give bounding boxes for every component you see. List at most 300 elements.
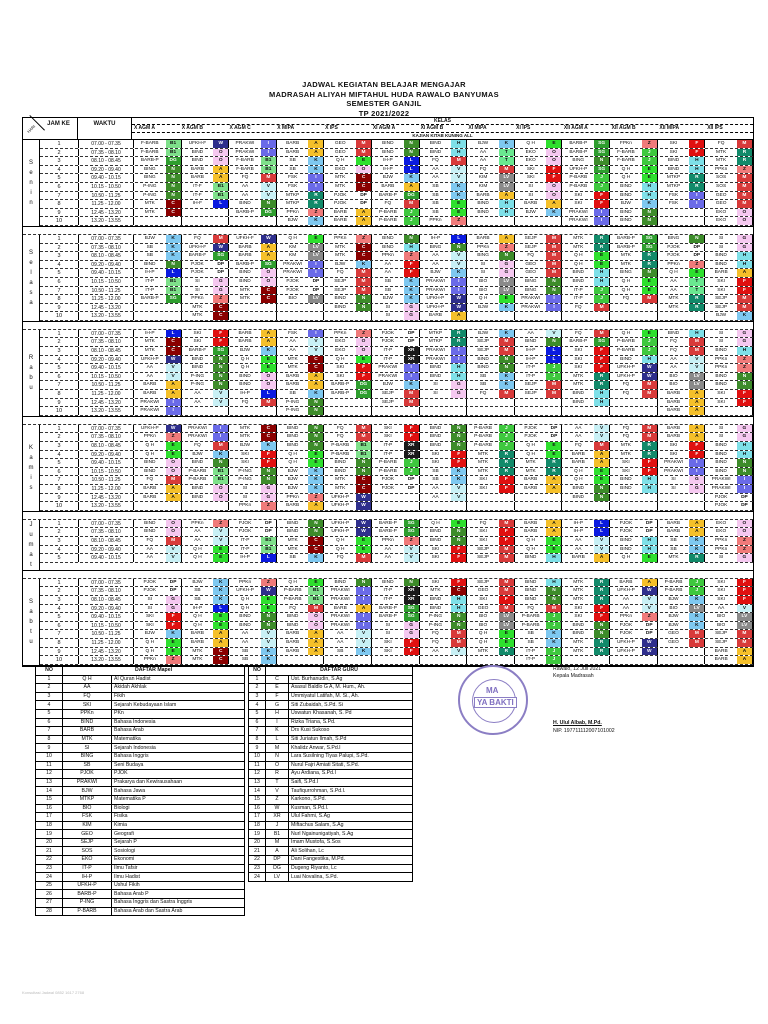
- class-cells: [134, 166, 753, 174]
- subject-code: FSK: [287, 175, 298, 181]
- subject-code: P-ING: [428, 622, 443, 628]
- class-cells: [134, 209, 753, 217]
- schedule-cell: [562, 468, 610, 476]
- teacher-code: K: [404, 295, 419, 303]
- subject-code: BING: [524, 287, 537, 293]
- subject-code: FSK: [287, 330, 298, 336]
- subject-code: Q H: [240, 596, 250, 602]
- subject-code: BIND: [620, 218, 632, 224]
- subject-name: PKn: [112, 709, 245, 718]
- teacher-code: C: [166, 347, 181, 355]
- waktu: 09.40 - 10.15: [79, 364, 134, 372]
- subject-code: SB: [63, 761, 112, 770]
- schedule-cell: [515, 149, 563, 157]
- subject-code: BJW: [478, 141, 489, 146]
- subject-code: AA: [432, 648, 439, 654]
- subject-code: Q H: [145, 443, 155, 448]
- schedule-cell: [705, 433, 753, 441]
- schedule-cell: [515, 520, 563, 528]
- subject-code: FQ: [622, 391, 630, 397]
- teacher-code: A: [689, 399, 704, 407]
- schedule-cell: [229, 528, 277, 536]
- schedule-cell: [610, 295, 658, 303]
- class-cells: [134, 554, 753, 562]
- jam-ke: 5: [40, 174, 79, 182]
- teacher-no: 3: [249, 692, 266, 701]
- teacher-code: N: [737, 468, 752, 476]
- teacher-code: [404, 494, 419, 502]
- teacher-code: E: [546, 442, 561, 450]
- teacher-code: M: [546, 390, 561, 398]
- teacher-code: Z: [499, 244, 514, 252]
- subject-code: SKI: [431, 579, 440, 585]
- class-cells: [134, 399, 753, 407]
- schedule-cell: [134, 261, 182, 269]
- subject-code: BARB-P: [63, 890, 112, 899]
- teacher-code: F: [737, 287, 752, 295]
- schedule-cell: [372, 596, 420, 604]
- subject-no: 7: [36, 727, 63, 736]
- schedule-cell: [658, 433, 706, 441]
- jam-ke: 5: [40, 269, 79, 277]
- subject-code: SKI: [574, 614, 583, 620]
- teacher-code: DG: [356, 381, 371, 389]
- subject-code: BJW: [63, 787, 112, 796]
- schedule-cell: [420, 373, 468, 381]
- teacher-code: V: [451, 494, 466, 502]
- subject-code: [562, 656, 594, 664]
- teacher-code: V: [166, 364, 181, 372]
- subject-code: SEJP: [715, 631, 728, 637]
- subject-code: SKI: [383, 425, 392, 431]
- teacher-row: [249, 761, 413, 770]
- subject-code: UFKH-F: [236, 235, 254, 241]
- subject-code: BJW: [668, 614, 679, 620]
- teacher-code: R: [737, 149, 752, 157]
- subject-code: P-BARB: [616, 339, 635, 345]
- teacher-code: R: [689, 174, 704, 182]
- teacher-code: DP: [737, 502, 752, 510]
- schedule-cell: [134, 252, 182, 260]
- schedule-cell: [610, 356, 658, 364]
- schedule-cell: [515, 157, 563, 165]
- teacher-code: F: [737, 587, 752, 595]
- teacher-code: M: [499, 579, 514, 587]
- subject-no: 1: [36, 675, 63, 684]
- subject-code: [372, 494, 404, 502]
- subject-code: SEJP: [477, 339, 490, 345]
- subject-name: Sejarah Indonesia: [112, 744, 245, 753]
- subject-no: 15: [36, 795, 63, 804]
- teacher-code: W: [266, 804, 289, 813]
- teacher-code: N: [308, 407, 323, 415]
- schedule-cell: [277, 312, 325, 320]
- schedule-cell: [658, 468, 706, 476]
- subject-code: BIO: [288, 296, 297, 302]
- teacher-code: F: [737, 390, 752, 398]
- schedule-cell: [182, 261, 230, 269]
- class-cells: [134, 520, 753, 528]
- teacher-code: [356, 312, 371, 320]
- schedule-cell: [658, 330, 706, 338]
- schedule-cell: [229, 451, 277, 459]
- schedule-cell: [182, 605, 230, 613]
- subject-code: UFKH-P: [616, 648, 635, 654]
- teacher-code: L: [404, 166, 419, 174]
- subject-code: MTKP: [666, 183, 681, 189]
- schedule-cell: [467, 381, 515, 389]
- schedule-cell: [229, 304, 277, 312]
- jam-ke: 2: [40, 244, 79, 252]
- jam-ke: 5: [40, 364, 79, 372]
- teacher-code: F: [546, 174, 561, 182]
- schedule-cell: [134, 312, 182, 320]
- teacher-code: H: [642, 546, 657, 554]
- schedule-cell: [134, 546, 182, 554]
- subject-code: BIO: [478, 278, 488, 284]
- subject-code: SI: [385, 313, 391, 319]
- teacher-code: [404, 656, 419, 664]
- schedule-cell: [277, 174, 325, 182]
- teacher-name: Dani Fangestika, M.Pd.: [289, 856, 413, 865]
- subject-row: [36, 684, 245, 693]
- schedule-cell: [420, 261, 468, 269]
- jam-ke: 2: [40, 587, 79, 595]
- subject-code: UFKH-P: [616, 639, 635, 645]
- schedule-cell: [182, 485, 230, 493]
- subject-code: SKI: [574, 605, 583, 611]
- stamp-yabakti-text: YA BAKTI: [474, 697, 517, 708]
- schedule-cell: [705, 502, 753, 510]
- schedule-cell: [324, 425, 372, 433]
- waktu: 08.10 - 08.45: [79, 537, 134, 545]
- subject-code: EKO: [335, 166, 346, 172]
- teacher-code: F: [594, 613, 609, 621]
- schedule-cell: [610, 656, 658, 664]
- subject-no: 11: [36, 761, 63, 770]
- schedule-cell: [372, 605, 420, 613]
- teacher-code: M: [404, 200, 419, 208]
- jam-ke: 1: [40, 425, 79, 433]
- subject-code: UFKH-P: [331, 520, 350, 526]
- schedule-cell: [372, 269, 420, 277]
- table-row: [40, 639, 753, 648]
- schedule-cell: [372, 433, 420, 441]
- day-block-senin: [23, 140, 753, 227]
- schedule-cell: [610, 149, 658, 157]
- subject-code: PRAKWI: [235, 141, 255, 146]
- waktu: 10.50 - 11.25: [79, 381, 134, 389]
- teacher-code: H: [737, 347, 752, 355]
- schedule-cell: [610, 338, 658, 346]
- teacher-code: J: [689, 587, 704, 595]
- teacher-code: DG: [404, 192, 419, 200]
- subject-code: Q H: [621, 330, 631, 336]
- subject-row: [36, 692, 245, 701]
- teacher-code: J: [594, 287, 609, 295]
- table-row: [40, 140, 753, 149]
- teacher-code: F: [213, 330, 228, 338]
- subject-row: [36, 675, 245, 684]
- subject-code: UFKH-P: [140, 425, 159, 431]
- schedule-cell: [658, 140, 706, 148]
- subject-code: PPKn: [191, 520, 204, 526]
- teacher-code: A: [737, 269, 752, 277]
- schedule-cell: [515, 399, 563, 407]
- teacher-code: H: [737, 252, 752, 260]
- schedule-cell: [420, 269, 468, 277]
- teacher-code: A: [356, 605, 371, 613]
- subject-code: F-BARB: [141, 149, 159, 155]
- teacher-code: F: [689, 140, 704, 148]
- schedule-cell: [229, 149, 277, 157]
- teacher-code: E: [261, 364, 276, 372]
- teacher-code: DP: [308, 287, 323, 295]
- subject-code: BARB: [666, 425, 681, 431]
- subject-code: IH-P: [240, 555, 250, 561]
- schedule-cell: [467, 485, 515, 493]
- schedule-cell: [467, 312, 515, 320]
- table-row: [40, 381, 753, 390]
- subject-code: BIND: [286, 434, 299, 440]
- schedule-cell: [467, 630, 515, 638]
- subject-row: [36, 907, 245, 916]
- schedule-cell: [277, 596, 325, 604]
- teacher-code: V: [594, 537, 609, 545]
- schedule-cell: [658, 157, 706, 165]
- schedule-cell: [277, 295, 325, 303]
- schedule-cell: [229, 399, 277, 407]
- schedule-cell: [467, 373, 515, 381]
- subject-code: SKI: [145, 614, 154, 620]
- schedule-cell: [610, 587, 658, 595]
- teacher-code: C: [261, 433, 276, 441]
- schedule-cell: [467, 347, 515, 355]
- schedule-cell: [420, 596, 468, 604]
- schedule-cell: [372, 656, 420, 664]
- class-cells: [134, 174, 753, 182]
- waktu: 07.35 - 08.10: [79, 587, 134, 595]
- schedule-cell: [420, 381, 468, 389]
- subject-code: [324, 656, 356, 664]
- table-row: [40, 157, 753, 166]
- jam-ke: 6: [40, 622, 79, 630]
- teacher-code: N: [546, 278, 561, 286]
- teacher-code: M: [356, 287, 371, 295]
- day-letter: a: [29, 608, 33, 615]
- subject-code: BJW: [478, 304, 489, 310]
- schedule-cell: [420, 537, 468, 545]
- schedule-cell: [658, 622, 706, 630]
- schedule-cell: [229, 330, 277, 338]
- subject-code: FQ: [432, 639, 439, 645]
- subject-code: SEJP: [715, 296, 728, 302]
- subject-code: PPKn: [714, 365, 728, 371]
- teacher-code: G: [499, 269, 514, 277]
- teacher-code: E: [642, 330, 657, 338]
- teacher-code: J: [404, 209, 419, 217]
- subject-code: AA: [241, 192, 249, 198]
- schedule-cell: [705, 528, 753, 536]
- subject-code: Q H: [574, 477, 583, 483]
- teacher-code: L: [404, 157, 419, 165]
- teacher-code: J: [546, 364, 561, 372]
- schedule-cell: [277, 502, 325, 510]
- day-rows: [40, 330, 753, 416]
- teacher-name: Nurl Ngainunigatiyah, S.Ag: [289, 830, 413, 839]
- jam-ke: 4: [40, 546, 79, 554]
- subject-name: Akidah Akhlak: [112, 684, 245, 693]
- schedule-cell: [277, 451, 325, 459]
- teacher-code: I: [213, 433, 228, 441]
- class-cells: [134, 217, 753, 225]
- schedule-cell: [229, 537, 277, 545]
- subject-code: P-ING: [238, 468, 252, 474]
- teacher-code: DP: [737, 494, 752, 502]
- schedule-cell: [277, 330, 325, 338]
- subject-code: BIND: [620, 477, 632, 483]
- subject-code: BIO: [716, 622, 726, 628]
- teacher-code: A: [499, 192, 514, 200]
- schedule-cell: [610, 546, 658, 554]
- schedule-cell: [324, 364, 372, 372]
- class-cells: [134, 485, 753, 493]
- schedule-cell: [515, 304, 563, 312]
- teacher-row: [249, 709, 413, 718]
- jam-ke: 3: [40, 252, 79, 260]
- schedule-cell: [229, 183, 277, 191]
- teacher-row: [249, 692, 413, 701]
- teacher-code: XR: [404, 442, 419, 450]
- teacher-code: M: [451, 639, 466, 647]
- schedule-cell: [420, 520, 468, 528]
- teacher-code: DG: [356, 390, 371, 398]
- schedule-cell: [277, 390, 325, 398]
- subject-code: PRAKWI: [378, 373, 398, 379]
- subject-code: AA: [432, 253, 439, 259]
- subject-code: [420, 407, 452, 415]
- class-cells: [134, 312, 753, 320]
- teacher-code: K: [404, 174, 419, 182]
- class-cells: [134, 356, 753, 364]
- teacher-code: I: [356, 587, 371, 595]
- subject-code: [658, 209, 690, 217]
- schedule-cell: [372, 459, 420, 467]
- teacher-code: V: [404, 546, 419, 554]
- jam-ke: 9: [40, 494, 79, 502]
- teacher-code: K: [404, 381, 419, 389]
- teacher-code: H: [594, 390, 609, 398]
- schedule-cell: [705, 140, 753, 148]
- schedule-cell: [229, 252, 277, 260]
- schedule-cell: [610, 278, 658, 286]
- subject-code: KIM: [478, 175, 488, 181]
- schedule-cell: [562, 338, 610, 346]
- schedule-cell: [229, 596, 277, 604]
- table-row: [40, 546, 753, 555]
- subject-code: FQ: [432, 158, 439, 164]
- schedule-cell: [277, 364, 325, 372]
- schedule-cell: [515, 442, 563, 450]
- schedule-cell: [324, 174, 372, 182]
- teacher-code: R: [594, 596, 609, 604]
- subject-code: KM: [289, 244, 297, 250]
- subject-code: IT-P: [526, 657, 536, 663]
- subject-code: [467, 502, 499, 510]
- schedule-cell: [705, 174, 753, 182]
- teacher-code: LV: [689, 373, 704, 381]
- subject-code: BING: [143, 166, 156, 172]
- subject-code: PPKn: [381, 253, 394, 259]
- schedule-cell: [134, 476, 182, 484]
- teacher-code: XR: [404, 451, 419, 459]
- teacher-code: Z: [737, 546, 752, 554]
- subject-code: BIO: [669, 382, 678, 388]
- day-rows: [40, 425, 753, 511]
- teacher-code: K: [213, 587, 228, 595]
- subject-no: 24: [36, 873, 63, 882]
- teacher-code: N: [166, 192, 181, 200]
- subject-code: MTK: [144, 339, 155, 345]
- teacher-code: E: [546, 140, 561, 148]
- jam-ke: 9: [40, 648, 79, 656]
- subject-code: AA: [63, 684, 112, 693]
- teacher-row: [249, 735, 413, 744]
- subject-code: [467, 217, 499, 225]
- teacher-code: I: [689, 459, 704, 467]
- teacher-code: I: [451, 287, 466, 295]
- subject-code: BIND: [382, 149, 394, 155]
- table-row: [40, 468, 753, 477]
- teacher-code: W: [451, 304, 466, 312]
- schedule-cell: [658, 494, 706, 502]
- subject-code: AA: [384, 555, 392, 561]
- subject-code: SEJP: [715, 639, 728, 645]
- table-row: [40, 209, 753, 218]
- schedule-cell: [515, 347, 563, 355]
- teacher-code: M: [499, 520, 514, 528]
- schedule-cell: [515, 587, 563, 595]
- teacher-code: T: [689, 278, 704, 286]
- subject-code: MTK: [620, 261, 631, 267]
- schedule-cell: [182, 622, 230, 630]
- subject-code: SI: [433, 382, 438, 388]
- schedule-cell: [610, 287, 658, 295]
- schedule-cell: [467, 476, 515, 484]
- schedule-cell: [420, 648, 468, 656]
- teacher-code: F: [404, 433, 419, 441]
- subject-code: SOS: [716, 183, 727, 189]
- subject-code: PRAKWI: [330, 622, 350, 628]
- teacher-code: W: [451, 295, 466, 303]
- schedule-cell: [372, 149, 420, 157]
- subject-code: AA: [384, 270, 392, 276]
- schedule-cell: [134, 174, 182, 182]
- day-separator: [23, 571, 753, 579]
- teacher-code: A: [642, 579, 657, 587]
- schedule-cell: [420, 304, 468, 312]
- schedule-cell: [372, 390, 420, 398]
- subject-code: MTK: [478, 451, 489, 457]
- subject-code: SEJP: [63, 838, 112, 847]
- schedule-cell: [182, 639, 230, 647]
- subject-code: BIND: [667, 330, 680, 336]
- teacher-code: [261, 304, 276, 312]
- subject-code: Q H: [574, 468, 583, 474]
- teacher-code: I: [451, 347, 466, 355]
- schedule-cell: [515, 596, 563, 604]
- teacher-code: O: [166, 459, 181, 467]
